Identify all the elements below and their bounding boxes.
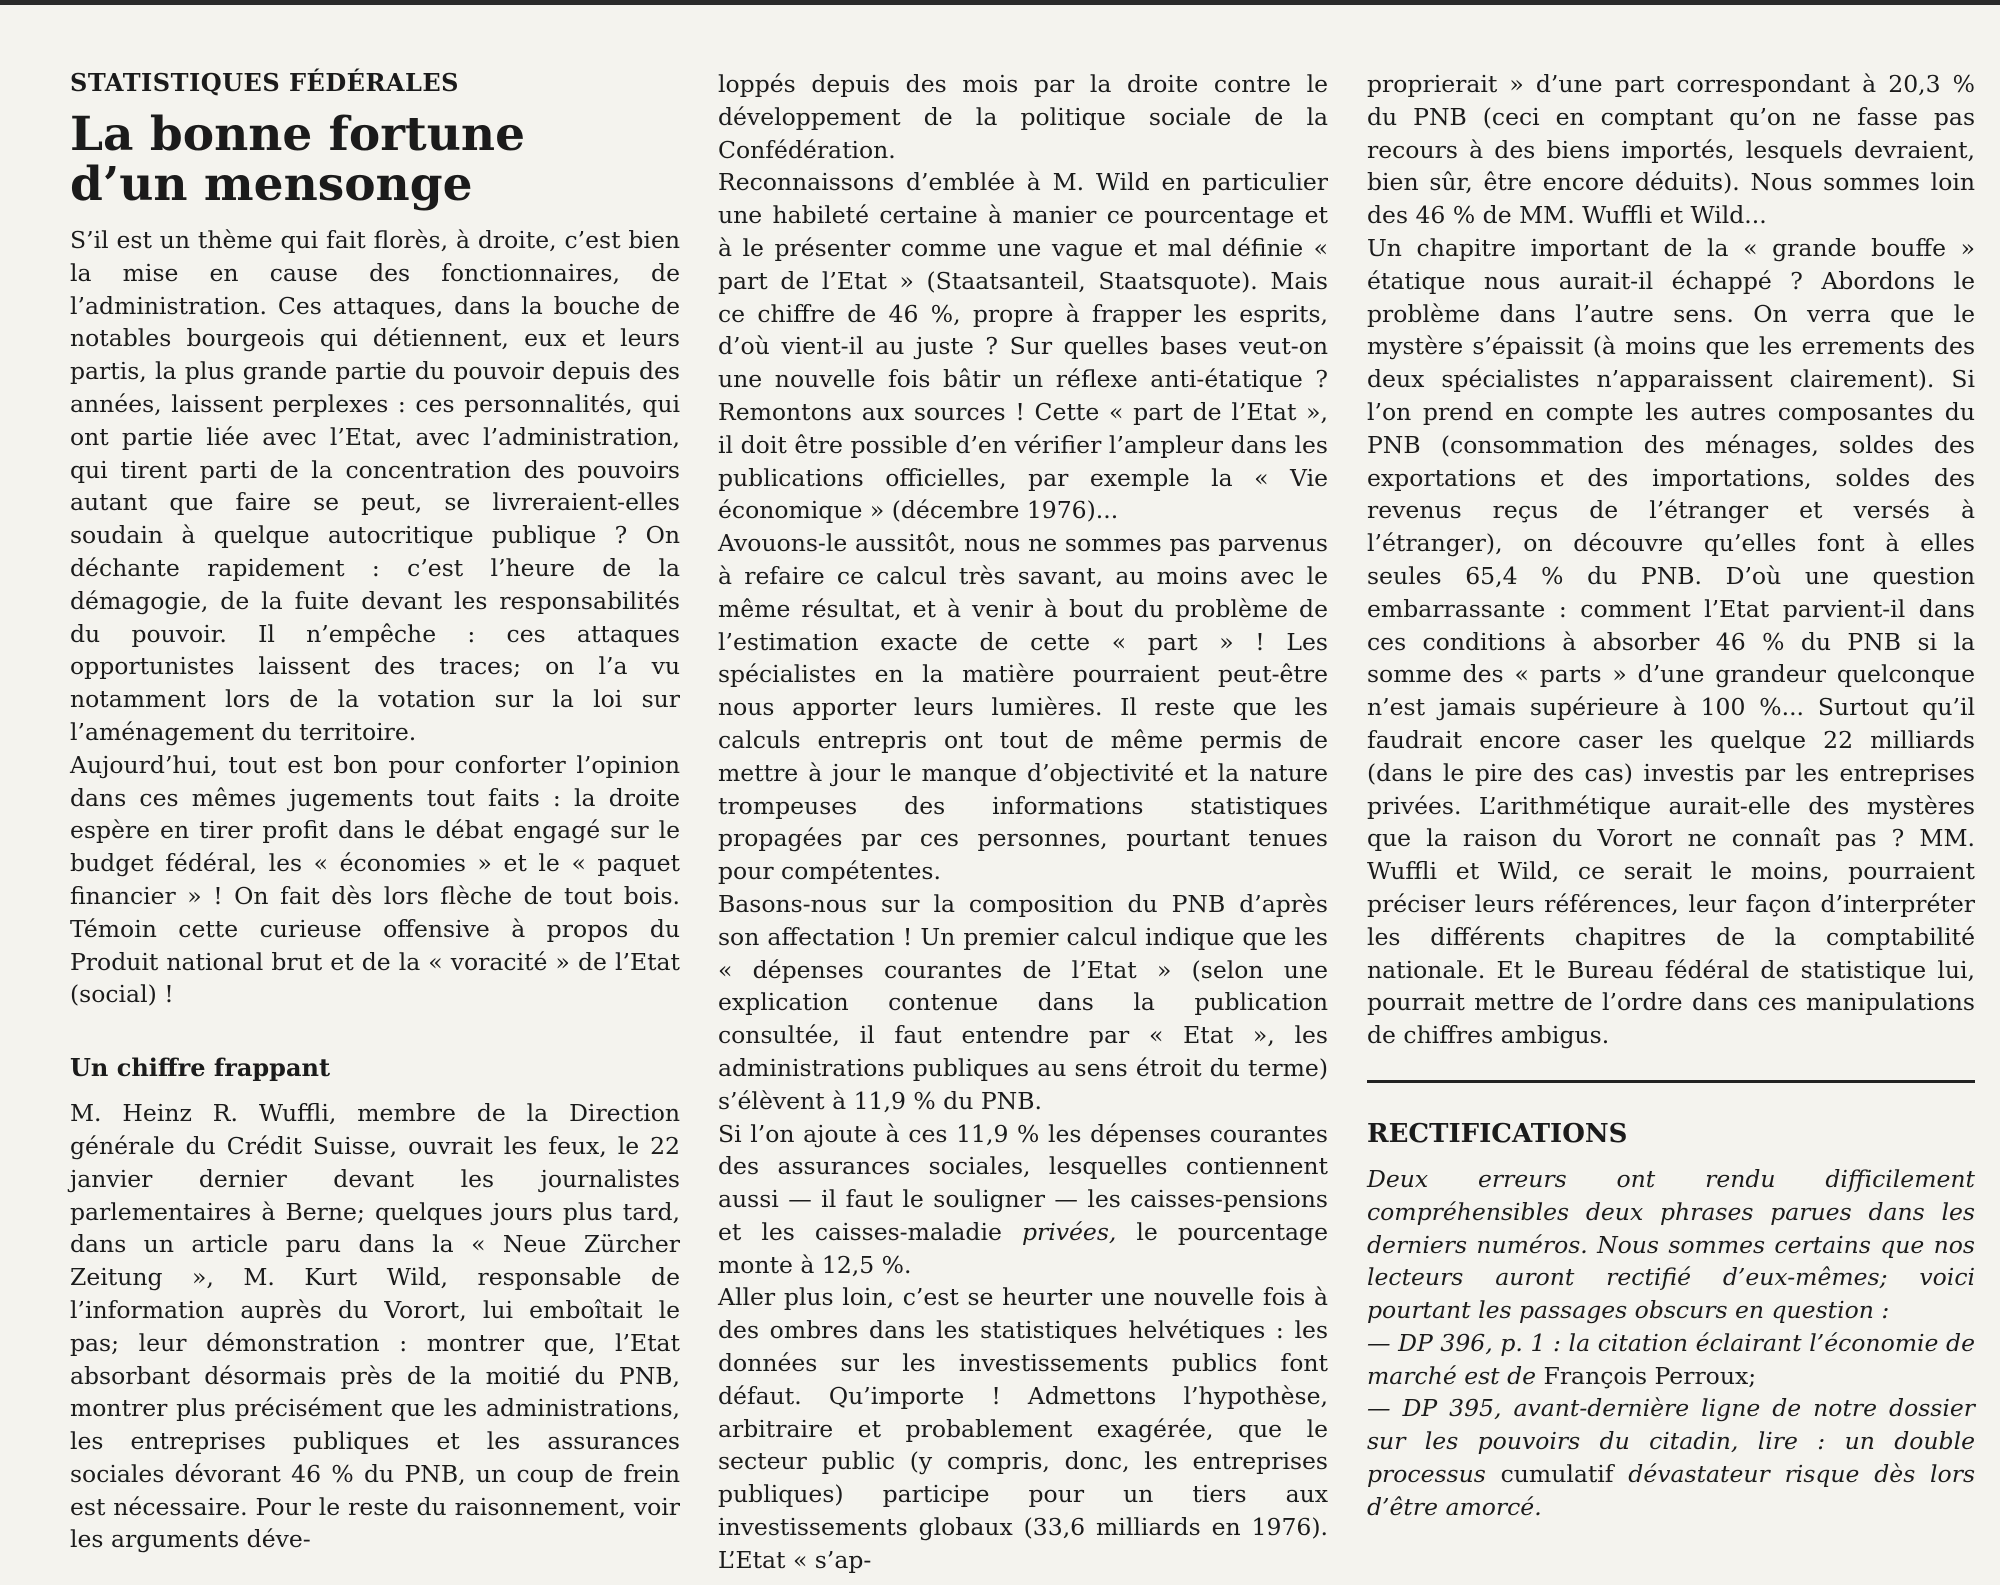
article-title xyxy=(70,107,680,212)
text-run: — DP 395, avant-dernière ligne de notre dossier sur les pouvoirs du citadin, lire : un double processus xyxy=(1367,1394,1975,1489)
column-3 xyxy=(1367,68,1975,1524)
rectifications-intro: Deux erreurs ont rendu difficilement compréhensibles deux phrases parues dans les derniers numéros. Nous sommes certains que nos lecteurs auront rectifié d’eux-mêmes; voici pourtant les passages obscurs en question : xyxy=(1367,1164,1975,1325)
article-kicker: STATISTIQUES FÉDÉRALES xyxy=(70,68,460,97)
column-2 xyxy=(718,68,1328,1577)
paragraph: Reconnaissons d’emblée à M. Wild en particulier une habileté certaine à manier ce pourcentage et à le présenter comme une vague et mal définie « part de l’Etat » (Staatsanteil, Staatsquote). Mais ce chiffre de 46 %, propre à frapper les esprits, d’où vient-il au juste ? Sur quelles bases veut-on une nouvelle fois bâtir un réflexe anti-étatique ? Remontons aux sources ! Cette « part de l’Etat », il doit être possible d’en vérifier l’ampleur dans les publications officielles, par exemple la « Vie économique » (décembre 1976)... xyxy=(718,168,1328,525)
rectifications-title: RECTIFICATIONS xyxy=(1367,1118,1628,1149)
text-run: — DP 396, p. 1 : la citation éclairant l’économie de marché est de xyxy=(1367,1328,1975,1390)
section-subheading: Un chiffre frappant xyxy=(70,1053,331,1083)
emphasis-text: privées, xyxy=(1021,1217,1117,1246)
rectification-item xyxy=(1367,1392,1975,1523)
paragraph: Basons-nous sur la composition du PNB d’après son affectation ! Un premier calcul indique que les « dépenses courantes de l’Etat » (selon une explication contenue dans la publication consultée, il faut entendre par « Etat », les administrations publiques au sens étroit du terme) s’élèvent à 11,9 % du PNB. xyxy=(718,889,1328,1115)
paragraph xyxy=(718,1118,1328,1282)
paragraph: loppés depuis des mois par la droite contre le développement de la politique sociale de la Confédération. xyxy=(718,70,1328,164)
title-line-2: d’un mensonge xyxy=(70,157,473,212)
title-line-1: La bonne fortune xyxy=(70,107,525,162)
text-run: Si l’on ajoute à ces 11,9 % les dépenses courantes des assurances sociales, lesquelles contiennent aussi — il faut le souligner — les caisses-pensions et les caisses-maladie xyxy=(718,1119,1328,1246)
text-run: dévastateur risque dès lors d’être amorcé. xyxy=(1367,1460,1976,1521)
paragraph: Aujourd’hui, tout est bon pour conforter l’opinion dans ces mêmes jugements tout faits : la droite espère en tirer profit dans le débat engagé sur le budget fédéral, les « économies » et le « paquet financier » ! On fait dès lors flèche de tout bois. Témoin cette curieuse offensive à propos du Produit national brut et de la « voracité » de l’Etat (social) ! xyxy=(70,750,680,1009)
corrected-text: François Perroux; xyxy=(1543,1361,1757,1390)
paragraph: S’il est un thème qui fait florès, à droite, c’est bien la mise en cause des fonctionnaires, de l’administration. Ces attaques, dans la bouche de notables bourgeois qui détiennent, eux et leurs partis, la plus grande partie du pouvoir depuis des années, laissent perplexes : ces personnalités, qui ont partie liée avec l’Etat, avec l’administration, qui tirent parti de la concentration des pouvoirs autant que faire se peut, se livreraient-elles soudain à quelque autocritique publique ? On déchante rapidement : c’est l’heure de la démagogie, de la fuite devant les responsabilités du pouvoir. Il n’empêche : ces attaques opportunistes laissent des traces; on l’a vu notamment lors de la votation sur la loi sur l’aménagement du territoire. xyxy=(70,226,680,746)
rectification-item xyxy=(1367,1327,1975,1393)
paragraph: Aller plus loin, c’est se heurter une nouvelle fois à des ombres dans les statistiques helvétiques : les données sur les investissements publics font défaut. Qu’importe ! Admettons l’hypothèse, arbitraire et probablement exagérée, que le secteur public (y compris, donc, les entreprises publiques) participe pour un tiers aux investissements globaux (33,6 milliards en 1976). L’Etat « s’ap- xyxy=(718,1283,1328,1574)
paragraph: M. Heinz R. Wuffli, membre de la Direction générale du Crédit Suisse, ouvrait les feux, le 22 janvier dernier devant les journalistes parlementaires à Berne; quelques jours plus tard, dans un article paru dans la « Neue Zürcher Zeitung », M. Kurt Wild, responsable de l’information auprès du Vorort, lui emboîtait le pas; leur démonstration : montrer que, l’Etat absorbant désormais près de la moitié du PNB, montrer plus précisément que les administrations, les entreprises publiques et les assurances sociales dévorant 46 % du PNB, un coup de frein est nécessaire. Pour le reste du raisonnement, voir les arguments déve- xyxy=(70,1099,680,1554)
section-divider xyxy=(1367,1080,1975,1083)
top-border-rule xyxy=(0,0,2000,5)
paragraph: Avouons-le aussitôt, nous ne sommes pas parvenus à refaire ce calcul très savant, au moins avec le même résultat, et à venir à bout du problème de l’estimation exacte de cette « part » ! Les spécialistes en la matière pourraient peut-être nous apporter leurs lumières. Il reste que les calculs entrepris ont tout de même permis de mettre à jour le manque d’objectivité et la nature trompeuses des informations statistiques propagées par ces personnes, pourtant tenues pour compétentes. xyxy=(718,529,1328,886)
paragraph: Un chapitre important de la « grande bouffe » étatique nous aurait-il échappé ? Abordons le problème dans l’autre sens. On verra que le mystère s’épaissit (à moins que les errements des deux spécialistes n’apparaissent clairement). Si l’on prend en compte les autres composantes du PNB (consommation des ménages, soldes des exportations et des importations, soldes des revenus reçus de l’étranger et versés à l’étranger), on découvre qu’elles font à elles seules 65,4 % du PNB. D’où une question embarrassante : comment l’Etat parvient-il dans ces conditions à absorber 46 % du PNB si la somme des « parts » d’une grandeur quelconque n’est jamais supérieure à 100 %... Surtout qu’il faudrait encore caser les quelque 22 milliards (dans le pire des cas) investis par les entreprises privées. L’arithmétique aurait-elle des mystères que la raison du Vorort ne connaît pas ? MM. Wuffli et Wild, ce serait le moins, pourraient préciser leurs références, leur façon d’interpréter les différents chapitres de la comptabilité nationale. Et le Bureau fédéral de statistique lui, pourrait mettre de l’ordre dans ces manipulations de chiffres ambigus. xyxy=(1367,233,1975,1050)
text-run: le pourcentage monte à 12,5 %. xyxy=(718,1217,1329,1279)
paragraph: proprierait » d’une part correspondant à 20,3 % du PNB (ceci en comptant qu’on ne fasse pas recours à des biens importés, lesquels devraient, bien sûr, être encore déduits). Nous sommes loin des 46 % de MM. Wuffli et Wild... xyxy=(1367,70,1975,230)
column-1 xyxy=(70,68,680,1556)
corrected-text: cumulatif xyxy=(1500,1460,1614,1489)
